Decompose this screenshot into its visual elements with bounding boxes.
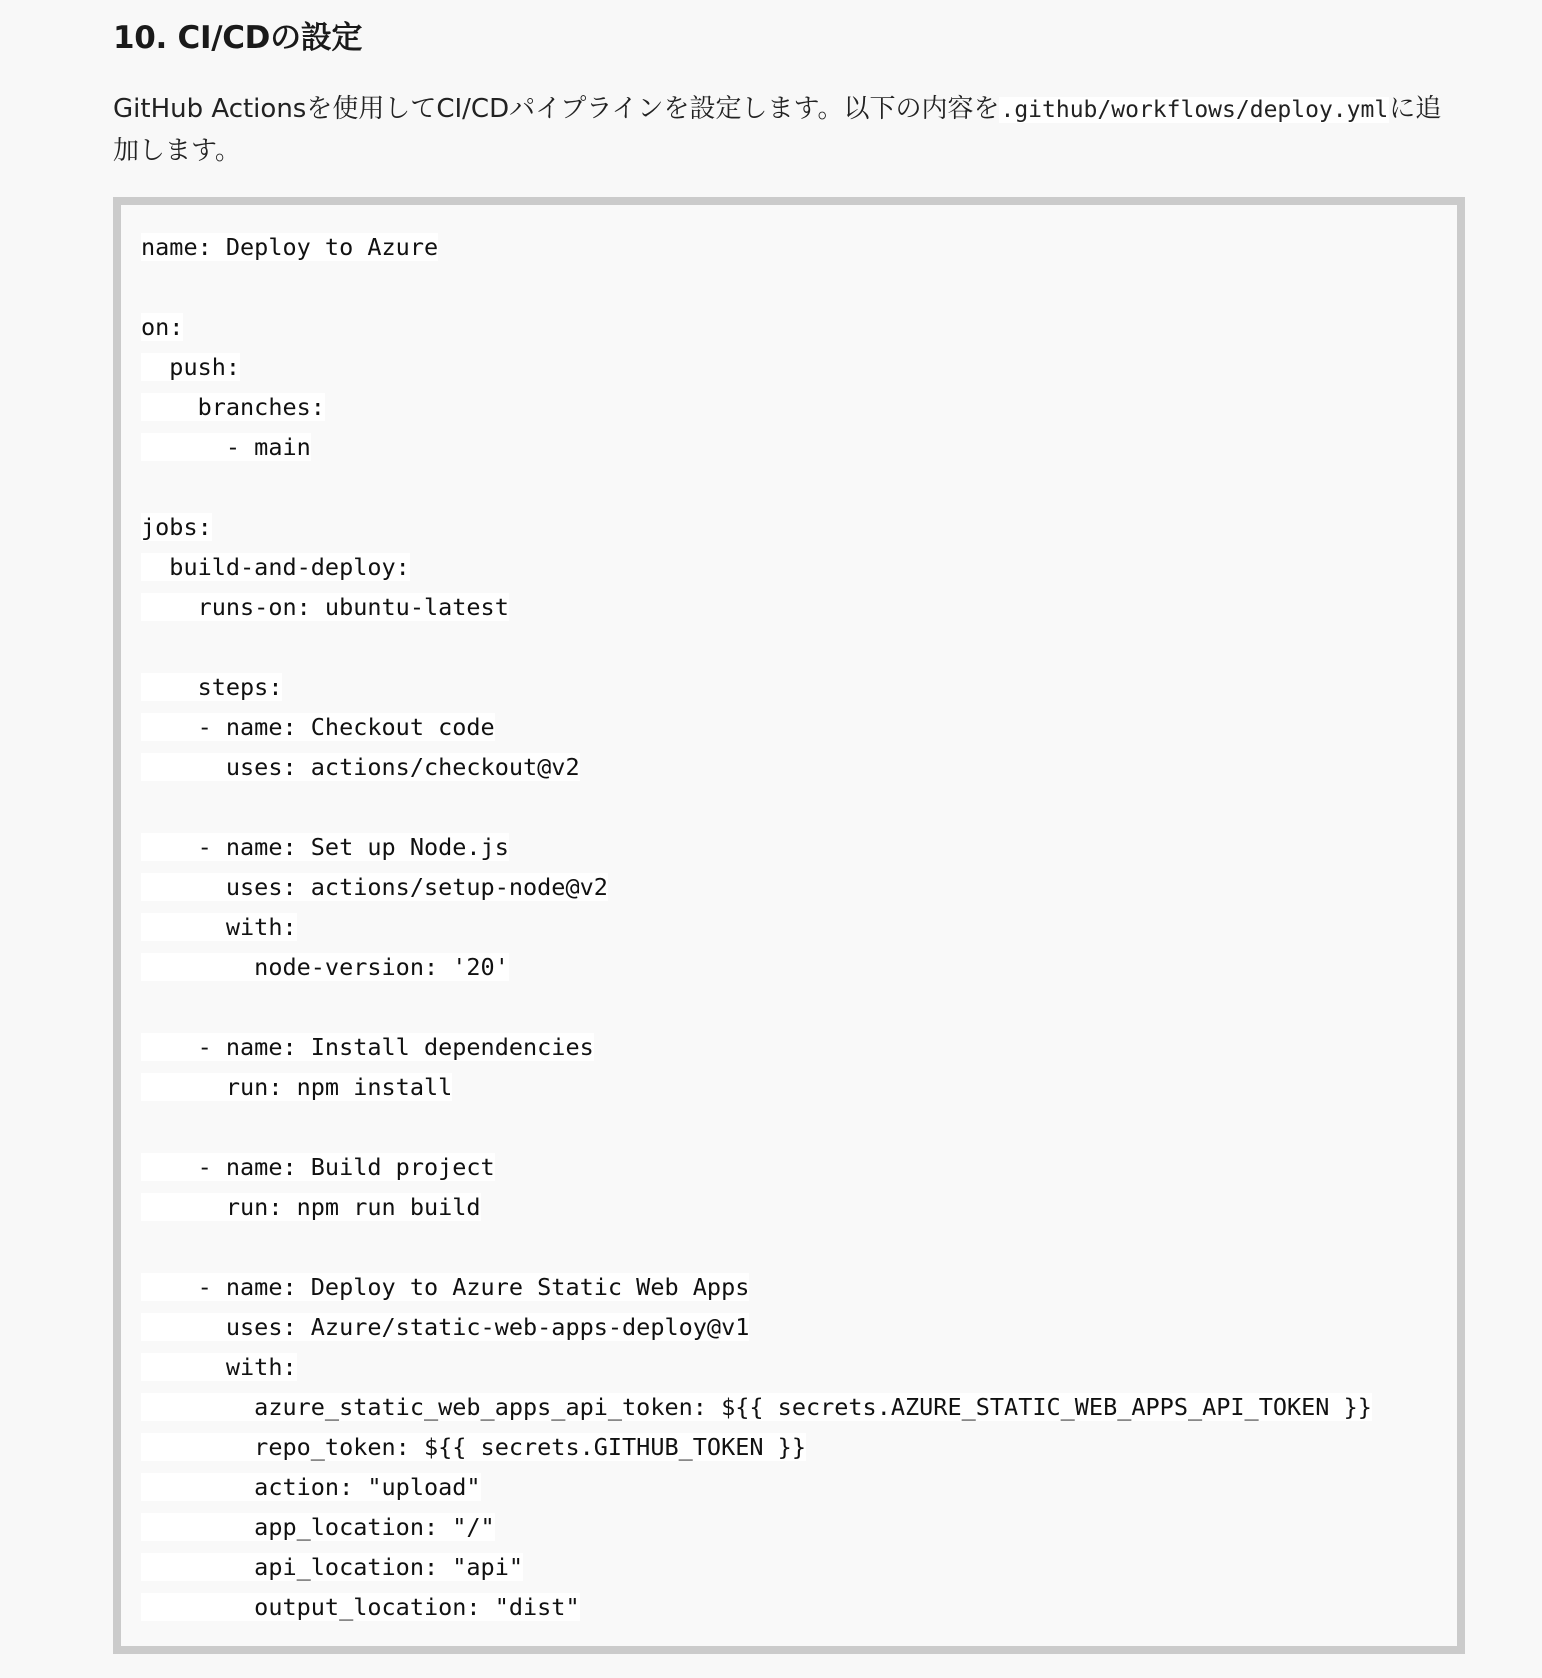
code-line-text: - name: Install dependencies — [141, 1033, 594, 1061]
code-line — [141, 1507, 1457, 1547]
code-line — [141, 947, 1457, 987]
code-line — [141, 1427, 1457, 1467]
code-line — [141, 1387, 1457, 1427]
code-line-text: azure_static_web_apps_api_token: ${{ secrets.AZURE_STATIC_WEB_APPS_API_TOKEN }} — [141, 1393, 1372, 1421]
code-line-text: steps: — [141, 673, 283, 701]
code-line — [141, 587, 1457, 627]
code-line-text: name: Deploy to Azure — [141, 233, 439, 261]
code-line — [141, 1027, 1457, 1067]
code-line — [141, 987, 1457, 1027]
code-line-text: - name: Checkout code — [141, 713, 495, 741]
code-block[interactable] — [113, 197, 1465, 1654]
code-line-text: node-version: '20' — [141, 953, 509, 981]
code-line — [141, 467, 1457, 507]
code-line — [141, 747, 1457, 787]
workflow-file-path: .github/workflows/deploy.yml — [1000, 97, 1389, 123]
code-line — [141, 1147, 1457, 1187]
code-line-text: with: — [141, 1353, 297, 1381]
code-line-text: - main — [141, 433, 311, 461]
code-line — [141, 707, 1457, 747]
code-line-text: repo_token: ${{ secrets.GITHUB_TOKEN }} — [141, 1433, 806, 1461]
code-line — [141, 827, 1457, 867]
code-line-text: - name: Deploy to Azure Static Web Apps — [141, 1273, 750, 1301]
code-line — [141, 787, 1457, 827]
code-line — [141, 307, 1457, 347]
code-line-text: uses: Azure/static-web-apps-deploy@v1 — [141, 1313, 750, 1341]
code-line — [141, 867, 1457, 907]
code-line-text: with: — [141, 913, 297, 941]
intro-text-after: に追加します。 — [113, 94, 1442, 166]
code-line-text: app_location: "/" — [141, 1513, 495, 1541]
code-line-text: api_location: "api" — [141, 1553, 524, 1581]
code-line-text: - name: Set up Node.js — [141, 833, 509, 861]
code-line-text: build-and-deploy: — [141, 553, 410, 581]
code-line-text: runs-on: ubuntu-latest — [141, 593, 509, 621]
code-line — [141, 907, 1457, 947]
code-line — [141, 627, 1457, 667]
code-line-text: branches: — [141, 393, 325, 421]
code-line — [141, 1307, 1457, 1347]
code-line — [141, 1107, 1457, 1147]
code-line — [141, 1587, 1457, 1627]
intro-paragraph — [113, 89, 1465, 172]
code-line — [141, 347, 1457, 387]
code-line — [141, 267, 1457, 307]
code-line — [141, 1547, 1457, 1587]
code-line-text: - name: Build project — [141, 1153, 495, 1181]
code-line-text: jobs: — [141, 513, 212, 541]
code-line-text: push: — [141, 353, 241, 381]
code-line-text: uses: actions/setup-node@v2 — [141, 873, 608, 901]
code-line-text: action: "upload" — [141, 1473, 481, 1501]
code-line — [141, 1267, 1457, 1307]
code-line — [141, 227, 1457, 267]
code-content — [141, 227, 1457, 1627]
code-line — [141, 387, 1457, 427]
code-line-text: run: npm install — [141, 1073, 453, 1101]
code-line — [141, 1347, 1457, 1387]
code-line-text: run: npm run build — [141, 1193, 481, 1221]
code-line — [141, 427, 1457, 467]
code-line — [141, 507, 1457, 547]
code-line-text: on: — [141, 313, 184, 341]
code-line — [141, 1187, 1457, 1227]
code-line-text: output_location: "dist" — [141, 1593, 580, 1621]
code-line — [141, 1467, 1457, 1507]
section-title: 10. CI/CDの設定 — [113, 20, 363, 56]
intro-text-before: GitHub Actionsを使用してCI/CDパイプラインを設定します。以下の内容を — [113, 94, 1000, 124]
code-line — [141, 1067, 1457, 1107]
code-line — [141, 667, 1457, 707]
code-line — [141, 547, 1457, 587]
code-line-text: uses: actions/checkout@v2 — [141, 753, 580, 781]
code-line — [141, 1227, 1457, 1267]
